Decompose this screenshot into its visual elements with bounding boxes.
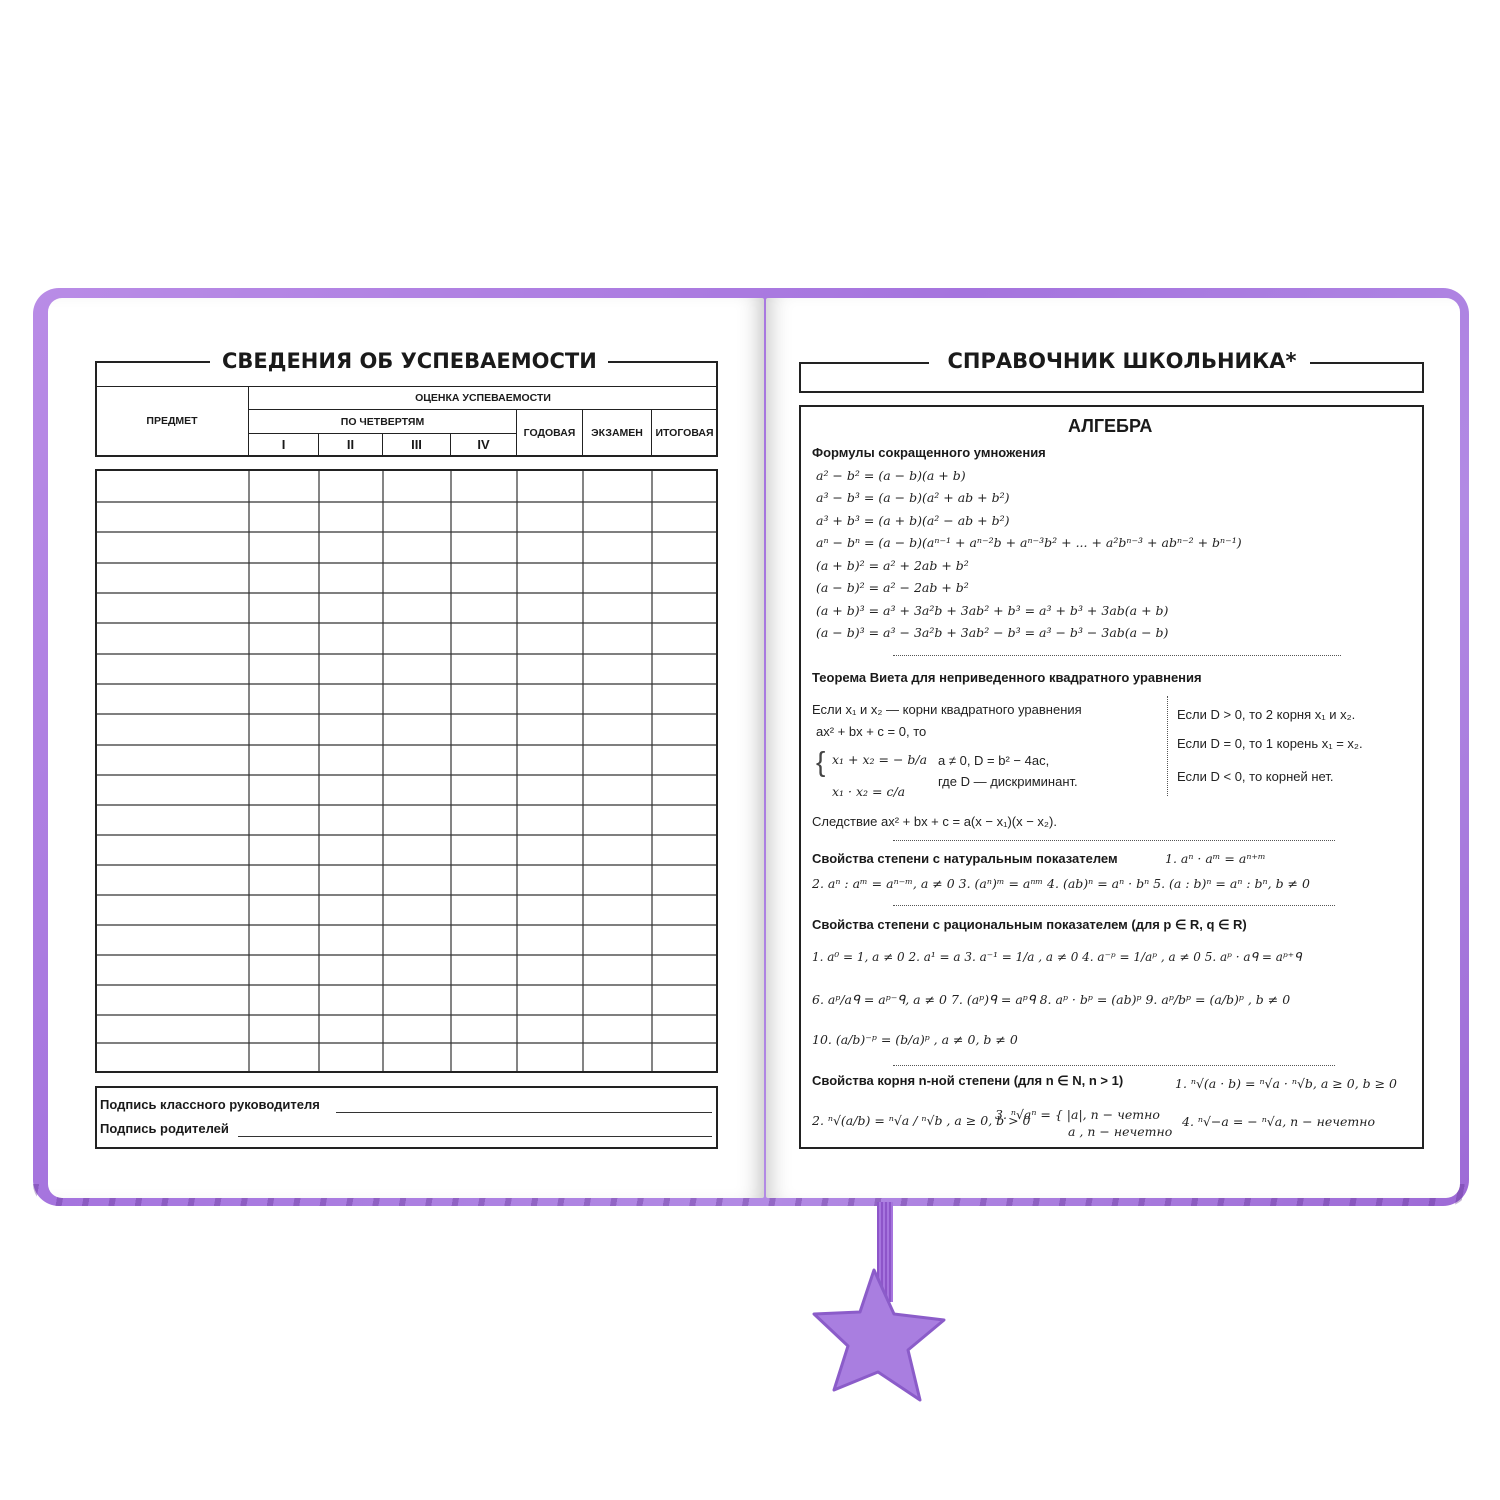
root-property-3: 3. ⁿ√aⁿ = { |a|, n − четно: [995, 1107, 1160, 1122]
vieta-heading: Теорема Виета для неприведенного квадратного уравнения: [812, 670, 1202, 685]
parents-signature-line[interactable]: [238, 1136, 712, 1137]
header-quarter-1: I: [281, 437, 286, 452]
header-quarters: ПО ЧЕТВЕРТЯМ: [340, 415, 425, 428]
grades-grid-lines: [97, 471, 716, 1071]
natural-power-1: 1. aⁿ · aᵐ = aⁿ⁺ᵐ: [1165, 851, 1266, 866]
parents-signature-label: Подпись родителей: [100, 1121, 229, 1136]
formula: a² − b² = (a − b)(a + b): [816, 468, 966, 483]
vieta-discriminant: где D — дискриминант.: [938, 774, 1078, 789]
header-grades: ОЦЕНКА УСПЕВАЕМОСТИ: [415, 392, 551, 404]
formula: (a + b)³ = a³ + 3a²b + 3ab² + b³ = a³ + b³ + 3ab(a + b): [816, 603, 1169, 618]
natural-powers-heading: Свойства степени с натуральным показателем: [812, 851, 1118, 866]
header-yearly: ГОДОВАЯ: [523, 426, 576, 439]
header-quarter-3: III: [411, 437, 422, 452]
title-rule-left: [799, 362, 929, 364]
signature-box: [95, 1086, 718, 1149]
short-mult-heading: Формулы сокращенного умножения: [812, 445, 1046, 460]
divider: [893, 1065, 1335, 1066]
formula: (a + b)² = a² + 2ab + b²: [816, 558, 969, 573]
grades-grid: [95, 469, 718, 1073]
formula: a³ + b³ = (a + b)(a² − ab + b²): [816, 513, 1010, 528]
rational-powers-line-1: 1. a⁰ = 1, a ≠ 0 2. a¹ = a 3. a⁻¹ = 1/a , a ≠ 0 4. a⁻ᵖ = 1/aᵖ , a ≠ 0 5. aᵖ · aᑫ = aᵖ⁺ᑫ: [812, 950, 1302, 964]
divider: [893, 840, 1335, 841]
teacher-signature-line[interactable]: [336, 1112, 712, 1113]
root-property-3-odd: a , n − нечетно: [1068, 1124, 1173, 1139]
header-final: ИТОГОВАЯ: [655, 426, 714, 439]
vieta-line-2: ax² + bx + c = 0, то: [816, 724, 927, 739]
divider: [893, 655, 1341, 656]
vieta-sum: x₁ + x₂ = − b/a: [832, 752, 928, 767]
divider: [893, 905, 1335, 906]
algebra-heading: АЛГЕБРА: [1068, 416, 1153, 436]
roots-heading: Свойства корня n-ной степени (для n ∈ N, n > 1): [812, 1073, 1124, 1088]
root-property-4: 4. ⁿ√−a = − ⁿ√a, n − нечетно: [1182, 1114, 1376, 1129]
case-d-positive: Если D > 0, то 2 корня x₁ и x₂.: [1177, 707, 1356, 722]
formula: (a − b)³ = a³ − 3a²b + 3ab² − b³ = a³ − b³ − 3ab(a − b): [816, 625, 1169, 640]
header-subject: ПРЕДМЕТ: [146, 415, 198, 427]
rational-powers-heading: Свойства степени с рациональным показателем (для p ∈ R, q ∈ R): [812, 917, 1247, 932]
root-property-2: 2. ⁿ√(a/b) = ⁿ√a / ⁿ√b , a ≥ 0, b > 0: [812, 1113, 1031, 1128]
teacher-signature-label: Подпись классного руководителя: [100, 1097, 320, 1112]
reference-title: СПРАВОЧНИК ШКОЛЬНИКА*: [934, 349, 1310, 373]
header-exam: ЭКЗАМЕН: [591, 426, 643, 439]
formula: (a − b)² = a² − 2ab + b²: [816, 580, 969, 595]
rational-powers-line-3: 10. (a/b)⁻ᵖ = (b/a)ᵖ , a ≠ 0, b ≠ 0: [812, 1032, 1018, 1047]
header-quarter-2: II: [346, 437, 355, 452]
divider: [1167, 696, 1168, 796]
formula: aⁿ − bⁿ = (a − b)(aⁿ⁻¹ + aⁿ⁻²b + aⁿ⁻³b² + ... + a²bⁿ⁻³ + abⁿ⁻² + bⁿ⁻¹): [816, 535, 1242, 550]
vieta-line-1: Если x₁ и x₂ — корни квадратного уравнения: [812, 702, 1082, 717]
case-d-zero: Если D = 0, то 1 корень x₁ = x₂.: [1177, 736, 1363, 751]
vieta-condition: a ≠ 0, D = b² − 4ac,: [938, 753, 1050, 768]
system-brace: {: [816, 746, 826, 777]
vieta-product: x₁ · x₂ = c/a: [832, 784, 906, 799]
case-d-negative: Если D < 0, то корней нет.: [1177, 769, 1334, 784]
title-rule-right: [1292, 362, 1424, 364]
header-quarter-4: IV: [477, 437, 490, 452]
rational-powers-line-2: 6. aᵖ/aᑫ = aᵖ⁻ᑫ, a ≠ 0 7. (aᵖ)ᑫ = aᵖᑫ 8. aᵖ · bᵖ = (ab)ᵖ 9. aᵖ/bᵖ = (a/b)ᵖ , b ≠ 0: [812, 992, 1291, 1007]
formula: a³ − b³ = (a − b)(a² + ab + b²): [816, 490, 1010, 505]
natural-powers-line: 2. aⁿ : aᵐ = aⁿ⁻ᵐ, a ≠ 0 3. (aⁿ)ᵐ = aⁿᵐ 4. (ab)ⁿ = aⁿ · bⁿ 5. (a : b)ⁿ = aⁿ : bⁿ, b ≠ 0: [812, 876, 1310, 891]
star-icon[interactable]: [808, 1262, 958, 1407]
vieta-corollary: Следствие ax² + bx + c = a(x − x₁)(x − x₂).: [812, 814, 1057, 829]
root-property-1: 1. ⁿ√(a · b) = ⁿ√a · ⁿ√b, a ≥ 0, b ≥ 0: [1175, 1076, 1398, 1091]
grades-title: СВЕДЕНИЯ ОБ УСПЕВАЕМОСТИ: [210, 349, 608, 373]
